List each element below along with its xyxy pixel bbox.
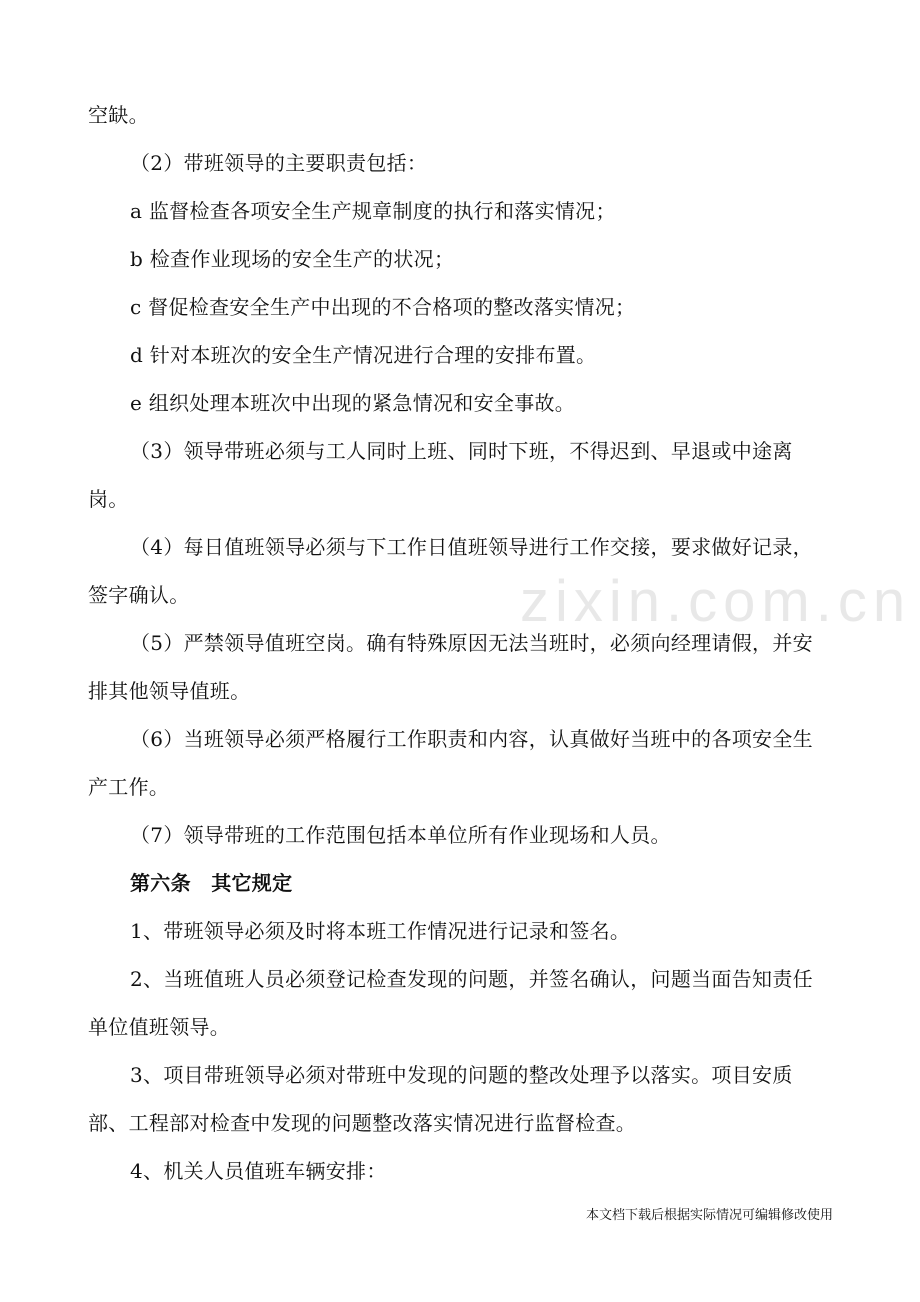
paragraph: a 监督检查各项安全生产规章制度的执行和落实情况； <box>130 199 616 223</box>
paragraph: c 督促检查安全生产中出现的不合格项的整改落实情况； <box>130 295 636 319</box>
section-heading: 第六条 其它规定 <box>130 871 293 895</box>
paragraph: 2、当班值班人员必须登记检查发现的问题，并签名确认，问题当面告知责任单位值班领导。 <box>88 967 813 1039</box>
paragraph: （7）领导带班的工作范围包括本单位所有作业现场和人员。 <box>130 823 671 847</box>
document-body <box>88 91 816 1195</box>
paragraph: （3）领导带班必须与工人同时上班、同时下班，不得迟到、早退或中途离岗。 <box>88 439 793 511</box>
paragraph: d 针对本班次的安全生产情况进行合理的安排布置。 <box>130 343 597 367</box>
watermark: zixin.com.cn <box>520 569 912 634</box>
paragraph: e 组织处理本班次中出现的紧急情况和安全事故。 <box>130 391 576 415</box>
paragraph: 空缺。 <box>88 103 149 127</box>
paragraph: 3、项目带班领导必须对带班中发现的问题的整改处理予以落实。项目安质部、工程部对检查中发现的问题整改落实情况进行监督检查。 <box>88 1063 793 1135</box>
paragraph: （6）当班领导必须严格履行工作职责和内容，认真做好当班中的各项安全生产工作。 <box>88 727 813 799</box>
paragraph: 4、机关人员值班车辆安排： <box>130 1159 387 1183</box>
paragraph: （4）每日值班领导必须与下工作日值班领导进行工作交接，要求做好记录，签字确认。 <box>88 535 813 607</box>
paragraph: 1、带班领导必须及时将本班工作情况进行记录和签名。 <box>130 919 631 943</box>
paragraph: b 检查作业现场的安全生产的状况； <box>130 247 455 271</box>
paragraph: （5）严禁领导值班空岗。确有特殊原因无法当班时，必须向经理请假，并安排其他领导值班。 <box>88 631 813 703</box>
paragraph: （2）带班领导的主要职责包括： <box>130 151 428 175</box>
footer-note: 本文档下载后根据实际情况可编辑修改使用 <box>585 1208 833 1223</box>
